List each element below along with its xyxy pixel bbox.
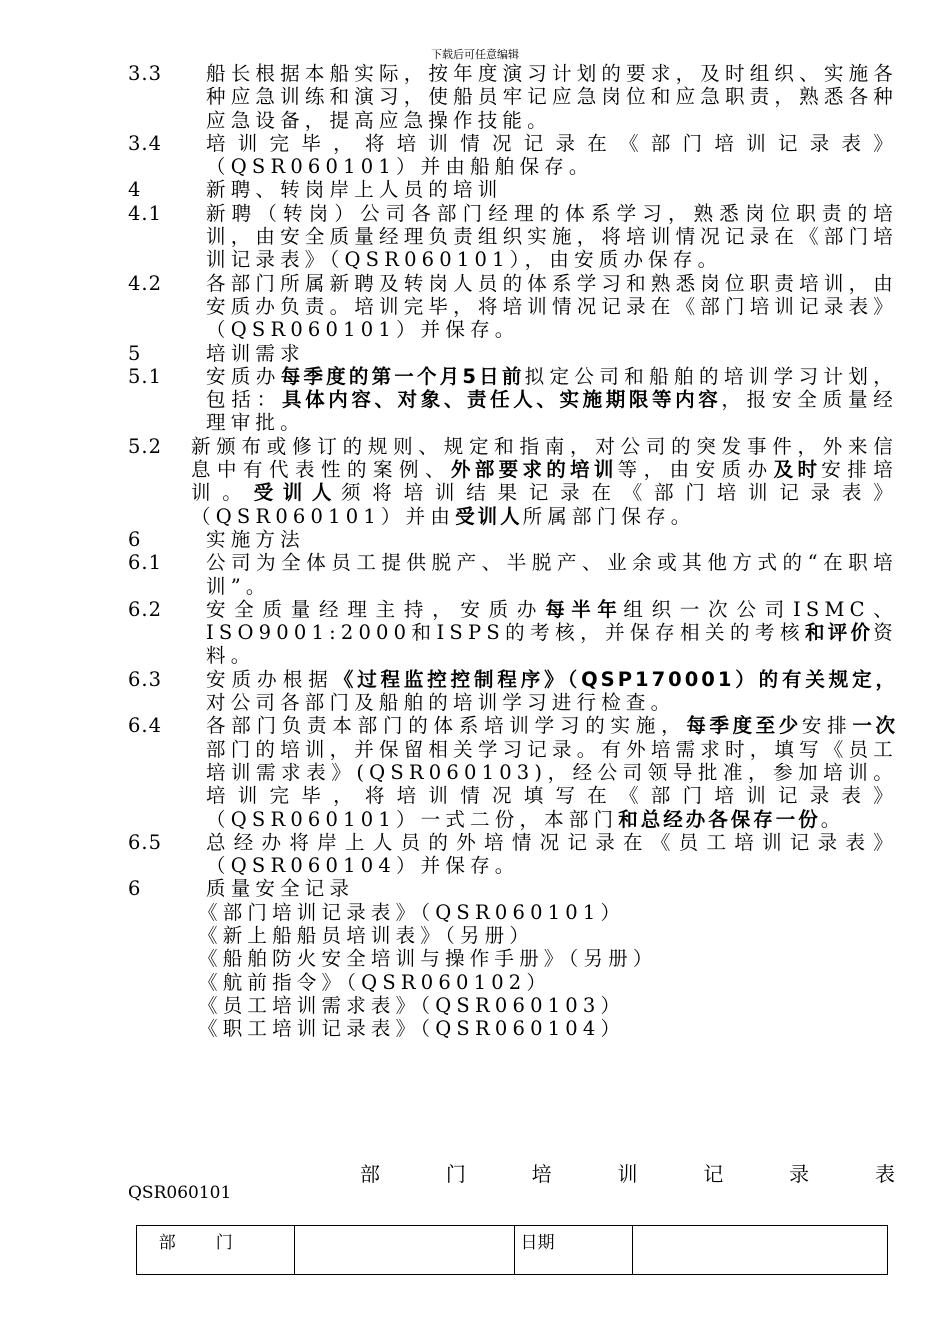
body-text: ，报安全质量经理审批。 [206, 388, 898, 435]
body-text: 安全质量经理主持，安质办 [206, 597, 546, 621]
form-title [360, 1158, 895, 1187]
section-text [206, 668, 898, 715]
form-code: QSR060101 [128, 1183, 232, 1203]
body-text: 新颁布或修订的规则、规定和指南，对公司的突发事件，外来信息中有代表性的案例、 [191, 434, 898, 482]
body-text: 各部门所属新聘及转岗人员的体系学习和熟悉岗位职责培训，由安质办负责。培训完毕，将培训情况记录在《部门培训记录表》（QSR060101）并保存。 [206, 271, 898, 342]
body-text: 实施方法 [206, 527, 305, 551]
body-text: 等，由安质办 [617, 458, 774, 482]
section-10 [128, 551, 898, 598]
body-text: 公司为全体员工提供脱产、半脱产、业余或其他方式的“在职培训”。 [206, 551, 898, 598]
section-11 [128, 598, 898, 668]
record-item: 《新上船船员培训表》（另册） [198, 923, 535, 947]
section-text [206, 714, 898, 830]
section-number: 6 [128, 527, 142, 551]
body-text: 部门的培训，并保留相关学习记录。有外培需求时，填写《员工培训需求表》(QSR060103)，经公司领导批准，参加培训。培训完毕，将培训情况填写在《部门培训记录表》（QSR060101）一式二份，本部门 [206, 737, 898, 831]
emphasis-text: 和评价 [804, 621, 874, 645]
record-item: 《职工培训记录表》（QSR060104） [198, 1017, 626, 1041]
body-text: 所属部门保存。 [522, 504, 696, 528]
page-header-note: 下载后可任意编辑 [431, 48, 519, 61]
section-number: 5.1 [128, 364, 163, 388]
emphasis-text: 每半年 [545, 597, 624, 621]
date-value-field[interactable] [632, 1226, 887, 1275]
body-text: 拟定公司和船舶的培训学习计划，包括： [206, 364, 898, 412]
form-title-char: 门 [445, 1162, 466, 1186]
emphasis-text: 受训人 [455, 504, 523, 528]
section-number: 3.3 [128, 62, 163, 85]
section-text [206, 551, 898, 598]
emphasis-text: 受训人 [253, 481, 341, 505]
section-7 [128, 365, 898, 435]
section-6 [128, 342, 898, 365]
section-number: 6 [128, 877, 142, 901]
section-text [206, 877, 898, 900]
section-text [206, 202, 898, 272]
section-1 [128, 62, 898, 132]
form-title-char: 表 [874, 1162, 895, 1186]
section-number: 4 [128, 178, 142, 202]
section-8 [128, 435, 898, 528]
emphasis-text: 及时 [773, 458, 822, 482]
section-text [191, 435, 898, 528]
section-number: 5 [128, 341, 142, 365]
date-label-cell: 日期 [514, 1226, 632, 1275]
body-text: 培训需求 [206, 341, 305, 365]
section-5 [128, 272, 898, 342]
quality-records-list [128, 901, 898, 1041]
section-text [206, 132, 898, 179]
emphasis-text: 具体内容、对象、责任人、实施期限等内容 [281, 388, 722, 412]
section-text [206, 178, 898, 201]
form-title-char: 部 [360, 1162, 380, 1186]
form-header-row [137, 1226, 888, 1275]
body-text: 资料。 [206, 621, 898, 668]
form-title-char: 记 [703, 1162, 724, 1186]
body-text: 须将培训结果记录在《部门培训记录表》（QSR060101）并由 [191, 481, 898, 528]
body-text: 总经办将岸上人员的外培情况记录在《员工培训记录表》（QSR060104）并保存。 [206, 830, 898, 878]
body-text: 组织一次公司ISMC、ISO9001:2000和ISPS的考核，并保存相关的考核 [206, 597, 898, 645]
body-text: 培训完毕，将培训情况记录在《部门培训记录表》（QSR060101）并由船舶保存。 [206, 131, 898, 179]
body-text: 各部门负责本部门的体系培训学习的实施， [206, 714, 687, 738]
section-number: 6.5 [128, 830, 163, 854]
body-text: 安排培训。 [191, 458, 898, 505]
emphasis-text: 和总经办各保存一份 [618, 807, 821, 831]
section-number: 6.1 [128, 551, 163, 575]
section-9 [128, 528, 898, 551]
emphasis-text: 每季度的第一个月5日前 [280, 364, 525, 388]
section-text [206, 831, 898, 878]
body-text: 安排 [801, 714, 853, 738]
record-item: 《部门培训记录表》（QSR060101） [198, 900, 626, 924]
section-number: 5.2 [128, 434, 163, 458]
body-text: 船长根据本船实际，按年度演习计划的要求，及时组织、实施各种应急训练和演习，使船员牢记应急岗位和应急职责，熟悉各种应急设备，提高应急操作技能。 [206, 62, 898, 132]
section-number: 6.2 [128, 597, 163, 621]
section-2 [128, 132, 898, 179]
body-text: 新聘、转岗岸上人员的培训 [206, 178, 503, 202]
emphasis-text: 每季度至少 [686, 714, 802, 738]
record-item: 《船舶防火安全培训与操作手册》（另册） [198, 947, 658, 971]
section-4 [128, 202, 898, 272]
emphasis-text: 外部要求的培训 [451, 458, 618, 482]
body-text: 质量安全记录 [206, 877, 355, 901]
emphasis-text: 一次 [852, 714, 898, 738]
body-text: 安质办根据 [206, 667, 334, 691]
body-text: 。 [820, 807, 846, 831]
section-3 [128, 178, 898, 201]
form-title-char: 培 [531, 1162, 552, 1186]
procedure-sections [128, 62, 898, 901]
form-title-char: 录 [789, 1162, 810, 1186]
section-number: 3.4 [128, 131, 163, 155]
emphasis-text: 《过程监控控制程序》（QSP170001）的有关规定， [333, 667, 898, 691]
section-14 [128, 831, 898, 878]
record-item: 《航前指令》（QSR060102） [198, 970, 552, 994]
section-text [206, 528, 898, 551]
section-text [206, 365, 898, 435]
section-number: 6.3 [128, 667, 163, 691]
form-title-char: 训 [617, 1162, 638, 1186]
section-text [206, 272, 898, 342]
section-text [206, 342, 898, 365]
section-13 [128, 714, 898, 830]
section-12 [128, 668, 898, 715]
section-text [206, 598, 898, 668]
section-number: 6.4 [128, 714, 163, 738]
section-text [206, 62, 898, 132]
section-15 [128, 877, 898, 900]
section-number: 4.2 [128, 271, 163, 295]
body-text: 新聘（转岗）公司各部门经理的体系学习，熟悉岗位职责的培训，由安全质量经理负责组织实施，将培训情况记录在《部门培训记录表》（QSR060101），由安质办保存。 [206, 201, 898, 272]
dept-label-cell: 部门 [137, 1226, 295, 1275]
dept-value-field[interactable] [295, 1226, 514, 1275]
document-body [128, 62, 898, 1040]
body-text: 对公司各部门及船舶的培训学习进行检查。 [206, 691, 676, 715]
training-record-form [136, 1225, 888, 1275]
body-text: 安质办 [206, 364, 281, 388]
record-item: 《员工培训需求表》（QSR060103） [198, 993, 626, 1017]
section-number: 4.1 [128, 201, 163, 225]
